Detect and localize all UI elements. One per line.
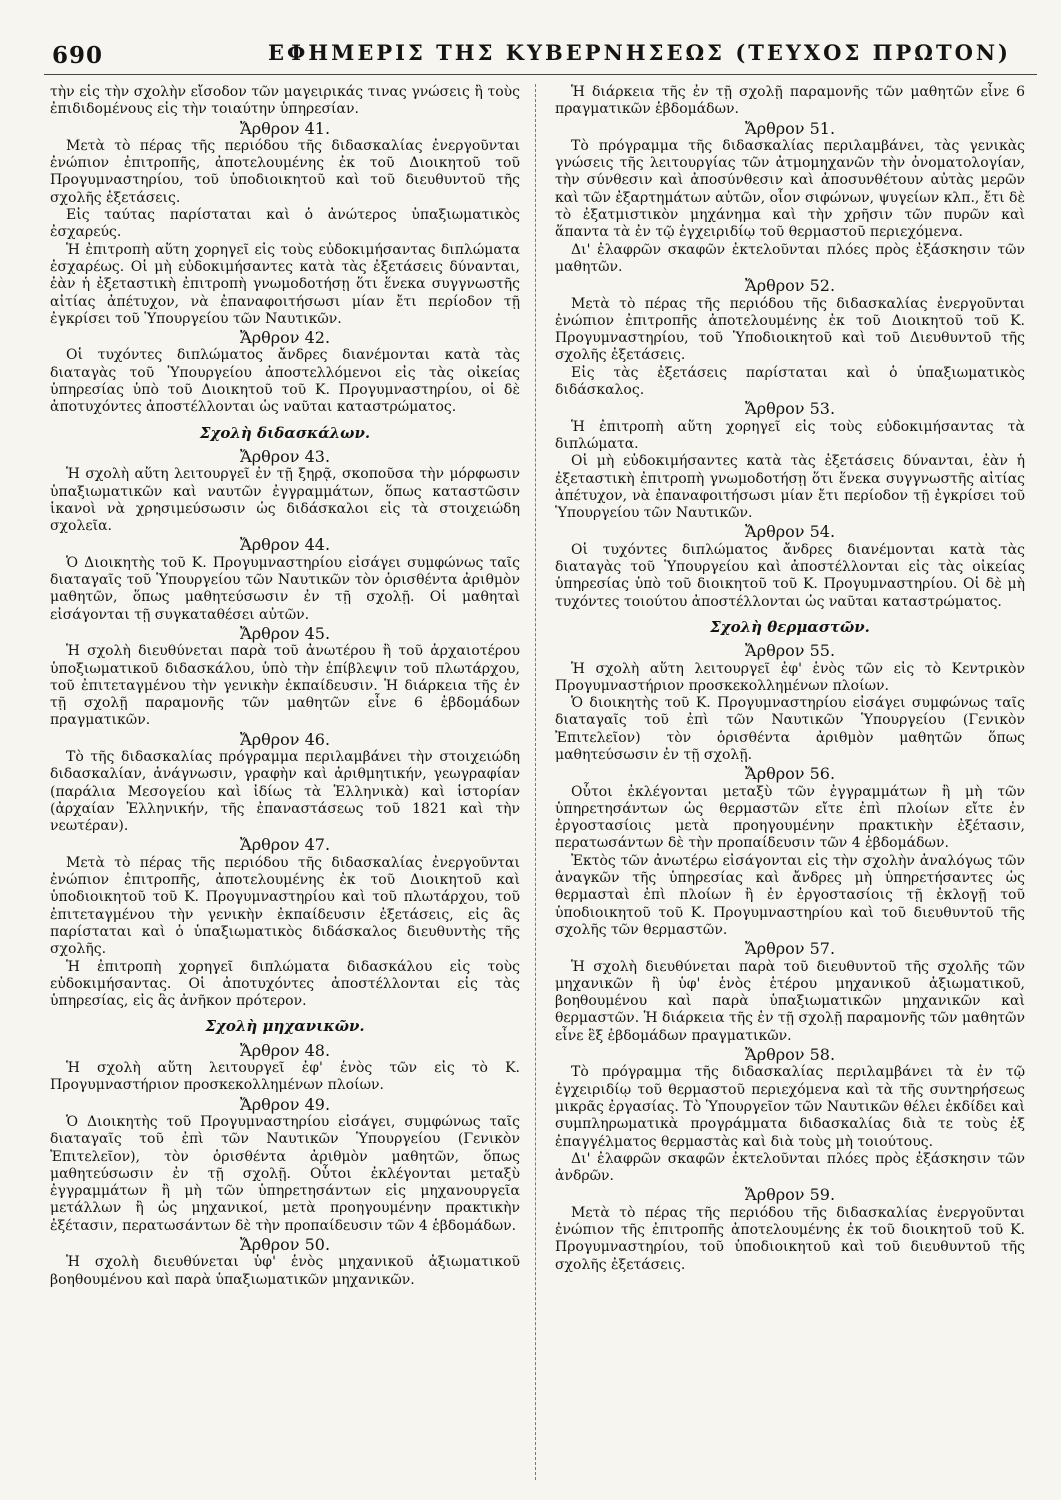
article-heading: Ἄρθρον 50. xyxy=(239,1235,331,1254)
paragraph: Ἡ σχολὴ διευθύνεται παρὰ τοῦ ἀνωτέρου ἢ τοῦ ἀρχαιοτέρου ὑποξιωματικοῦ διδασκάλου, ὑπὸ τὴν ἐπίβλεψιν τοῦ πλωτάρχου, τοῦ ἐπιτεταγμένου τὴν γενικὴν ἐκπαίδευσιν. Ἡ διάρκεια τῆς ἐν τῇ σχολῇ παραμονῆς τῶν μαθητῶν εἶνε 6 ἑβδομάδων πραγματικῶν. xyxy=(50,643,520,729)
paragraph: Ἡ ἐπιτροπὴ αὕτη χορηγεῖ εἰς τοὺς εὐδοκιμήσαντας διπλώματα ἐσχαρέως. Οἱ μὴ εὐδοκιμήσαντες κατὰ τὰς ἐξετάσεις δύνανται, ἐὰν ἡ ἐξεταστικὴ ἐπιτροπὴ γνωμοδοτήσῃ ὅτι ἕνεκα συγγνωστῆς αἰτίας ἀπέτυχον, νὰ ἐπαναφοιτήσωσι μίαν ἔτι περίοδον τῇ ἐγκρίσει τοῦ Ὑπουργείου τῶν Ναυτικῶν. xyxy=(50,241,520,327)
paragraph: Εἰς τὰς ἐξετάσεις παρίσταται καὶ ὁ ὑπαξιωματικὸς διδάσκαλος. xyxy=(555,364,1025,399)
article-heading: Ἄρθρον 57. xyxy=(744,939,836,959)
paragraph: Μετὰ τὸ πέρας τῆς περιόδου τῆς διδασκαλίας ἐνεργοῦνται ἐνώπιον τῆς ἐπιτροπῆς ἀποτελουμένης ἐκ τοῦ διοικητοῦ τοῦ Κ. Προγυμναστηρίου, τοῦ ὑποδιοικητοῦ καὶ τοῦ διευθυντοῦ τῆς σχολῆς ἐξετάσεις. xyxy=(555,1204,1025,1273)
article-heading: Ἄρθρον 52. xyxy=(744,276,836,296)
paragraph: Οὗτοι ἐκλέγονται μεταξὺ τῶν ἐγγραμμάτων ἢ μὴ τῶν ὑπηρετησάντων ὡς θερμαστῶν εἴτε ἐπὶ πλοίων εἴτε ἐν ἐργοστασίοις μετὰ προηγουμένην πρακτικὴν ἐξέτασιν, περατωσάντων δὲ τὴν προπαίδευσιν τῶν 4 ἑβδομάδων. xyxy=(555,783,1025,852)
paragraph: Εἰς ταύτας παρίσταται καὶ ὁ ἀνώτερος ὑπαξιωματικὸς ἐσχαρεύς. xyxy=(50,207,520,241)
paragraph: Δι' ἐλαφρῶν σκαφῶν ἐκτελοῦνται πλόες πρὸς ἐξάσκησιν τῶν ἀνδρῶν. xyxy=(555,1150,1025,1185)
article-heading: Ἄρθρον 44. xyxy=(239,535,331,555)
running-head: ΕΦΗΜΕΡΙΣ ΤΗΣ ΚΥΒΕΡΝΗΣΕΩΣ (ΤΕΥΧΟΣ ΠΡΩΤΟΝ) xyxy=(268,40,1011,65)
paragraph: Ὁ Διοικητὴς τοῦ Προγυμναστηρίου εἰσάγει, συμφώνως ταῖς διαταγαῖς τοῦ ἐπὶ τῶν Ναυτικῶν Ὑπουργείου (Γενικὸν Ἐπιτελεῖον), τὸν ὁρισθέντα ἀριθμὸν μαθητῶν, ὅπως μαθητεύσωσιν ἐν τῇ σχολῇ. Οὗτοι ἐκλέγονται μεταξὺ ἐγγραμμάτων ἢ μὴ τῶν ὑπηρετησάντων εἰς μηχανουργεῖα μετάλλων ἢ ὡς μηχανικοί, μετὰ προηγουμένην πρακτικὴν ἐξέτασιν, περατωσάντων δὲ τὴν προπαίδευσιν τῶν 4 ἑβδομάδων. xyxy=(50,1113,520,1234)
article-heading: Ἄρθρον 49. xyxy=(239,1094,331,1114)
section-heading: Σχολὴ μηχανικῶν. xyxy=(205,1017,365,1036)
header-rule xyxy=(44,74,1037,75)
article-heading: Ἄρθρον 43. xyxy=(239,446,331,466)
article-heading: Ἄρθρον 41. xyxy=(239,118,331,138)
page-number: 690 xyxy=(52,42,104,69)
article-heading: Ἄρθρον 42. xyxy=(239,328,331,348)
paragraph: Τὸ πρόγραμμα τῆς διδασκαλίας περιλαμβάνει τὰ ἐν τῷ ἐγχειριδίῳ τοῦ θερμαστοῦ περιεχόμενα καὶ τὰ τῆς συντηρήσεως μικρᾶς ἐργασίας. Τὸ Ὑπουργεῖον τῶν Ναυτικῶν θέλει ἐκδίδει καὶ συμπληρωματικὰ προγράμματα διδασκαλίας διὰ τε τοὺς ἐξ ἐπαγγέλματος θερμαστὰς καὶ διὰ τοὺς μὴ τοιούτους. xyxy=(555,1064,1025,1150)
paragraph: Ὁ Διοικητὴς τοῦ Κ. Προγυμναστηρίου εἰσάγει συμφώνως ταῖς διαταγαῖς τοῦ Ὑπουργείου τῶν Ναυτικῶν τὸν ὁρισθέντα ἀριθμὸν μαθητῶν, ὅπως μαθητεύσωσιν ἐν τῇ σχολῇ. Οἱ μαθηταὶ εἰσάγονται τῇ συγκαταθέσει αὐτῶν. xyxy=(50,554,520,623)
article-heading: Ἄρθρον 47. xyxy=(239,835,331,855)
paragraph: τὴν εἰς τὴν σχολὴν εἴσοδον τῶν μαγειρικάς τινας γνώσεις ἢ τοὺς ἐπιδιδομένους εἰς τὴν τοιαύτην ὑπηρεσίαν. xyxy=(50,84,520,118)
article-heading: Ἄρθρον 51. xyxy=(744,118,836,138)
paragraph: Ἡ σχολὴ αὕτη λειτουργεῖ ἐν τῇ ξηρᾷ, σκοποῦσα τὴν μόρφωσιν ὑπαξιωματικῶν καὶ ναυτῶν ἐγγραμμάτων, ὅπως καταστῶσιν ἱκανοὶ νὰ χρησιμεύσωσιν ὡς διδάσκαλοι εἰς τὰ στοιχειώδη σχολεῖα. xyxy=(50,466,520,535)
article-heading: Ἄρθρον 56. xyxy=(744,764,836,784)
article-heading: Ἄρθρον 48. xyxy=(239,1040,331,1060)
paragraph: Οἱ μὴ εὐδοκιμήσαντες κατὰ τὰς ἐξετάσεις δύνανται, ἐὰν ἡ ἐξεταστικὴ ἐπιτροπὴ γνωμοδοτήσῃ ὅτι ἕνεκα συγγνωστῆς αἰτίας ἀπέτυχον, νὰ ἐπαναφοιτήσωσι μίαν ἔτι περίοδον τῇ ἐγκρίσει τοῦ Ὑπουργείου τῶν Ναυτικῶν. xyxy=(555,453,1025,522)
paragraph: Ἡ διάρκεια τῆς ἐν τῇ σχολῇ παραμονῆς τῶν μαθητῶν εἶνε 6 πραγματικῶν ἑβδομάδων. xyxy=(555,84,1025,118)
paragraph: Ὁ διοικητὴς τοῦ Κ. Προγυμναστηρίου εἰσάγει συμφώνως ταῖς διαταγαῖς τοῦ ἐπὶ τῶν Ναυτικῶν Ὑπουργείου (Γενικὸν Ἐπιτελεῖον) τὸν ὁρισθέντα ἀριθμὸν μαθητῶν ὅπως μαθητεύσωσιν ἐν τῇ σχολῇ. xyxy=(555,695,1025,763)
paragraph: Οἱ τυχόντες διπλώματος ἄνδρες διανέμονται κατὰ τὰς διαταγὰς τοῦ Ὑπουργείου καὶ ἀποστέλλονται εἰς τὰς οἰκείας ὑπηρεσίας ὑπὸ τοῦ διοικητοῦ τοῦ Κ. Προγυμναστηρίου. Οἱ δὲ μὴ τυχόντες τοιούτου ἀποστέλλονται ὡς ναῦται καταστρώματος. xyxy=(555,541,1025,610)
article-heading: Ἄρθρον 54. xyxy=(744,522,836,542)
paragraph: Μετὰ τὸ πέρας τῆς περιόδου τῆς διδασκαλίας ἐνεργοῦνται ἐνώπιον ἐπιτροπῆς, ἀποτελουμένης ἐκ τοῦ Διοικητοῦ τοῦ Προγυμναστηρίου, τοῦ ὑποδιοικητοῦ καὶ τοῦ διευθυντοῦ τῆς σχολῆς ἐξετάσεις. xyxy=(50,137,520,206)
column-divider xyxy=(535,84,536,1480)
paragraph: Μετὰ τὸ πέρας τῆς περιόδου τῆς διδασκαλίας ἐνεργοῦνται ἐνώπιον ἐπιτροπῆς, ἀποτελουμένης ἐκ τοῦ Διοικητοῦ καὶ ὑποδιοικητοῦ τοῦ Κ. Προγυμναστηρίου καὶ τοῦ πλωτάρχου, τοῦ ἐπιτεταγμένου τὴν γενικὴν ἐκπαίδευσιν ἐξετάσεις, εἰς ἃς παρίσταται καὶ ὁ ὑπαξιωματικὸς διδάσκαλος διευθυντὴς τῆς σχολῆς. xyxy=(50,854,520,958)
paragraph: Τὸ τῆς διδασκαλίας πρόγραμμα περιλαμβάνει τὴν στοιχειώδη διδασκαλίαν, ἀνάγνωσιν, γραφὴν καὶ ἀριθμητικήν, γεωγραφίαν (παράλια Μεσογείου καὶ ἰδίως τὰ Ἑλληνικὰ) καὶ ἱστορίαν (ἀρχαίαν Ἑλληνικήν, τῆς ἐπαναστάσεως τοῦ 1821 καὶ τὴν νεωτέραν). xyxy=(50,748,520,835)
paragraph: Ἐκτὸς τῶν ἀνωτέρω εἰσάγονται εἰς τὴν σχολὴν ἀναλόγως τῶν ἀναγκῶν τῆς ὑπηρεσίας καὶ ἄνδρες μὴ ὑπηρετήσαντες ὡς θερμασταὶ ἐπὶ πλοίων ἢ ἐν ἐργοστασίοις τῇ ἐκλογῇ τοῦ ὑποδιοικητοῦ τοῦ Κ. Προγυμναστηρίου καὶ τοῦ διευθυντοῦ τῆς σχολῆς τῶν θερμαστῶν. xyxy=(555,852,1025,938)
paragraph: Ἡ ἐπιτροπὴ χορηγεῖ διπλώματα διδασκάλου εἰς τοὺς εὐδοκιμήσαντας. Οἱ ἀποτυχόντες ἀποστέλλονται εἰς τὰς ὑπηρεσίας, εἰς ἃς ἀνῆκον πρότερον. xyxy=(50,958,520,1010)
article-heading: Ἄρθρον 45. xyxy=(239,623,331,643)
article-heading: Ἄρθρον 59. xyxy=(744,1185,836,1205)
paragraph: Μετὰ τὸ πέρας τῆς περιόδου τῆς διδασκαλίας ἐνεργοῦνται ἐνώπιον ἐπιτροπῆς ἀποτελουμένης ἐκ τοῦ Διοικητοῦ τοῦ Κ. Προγυμναστηρίου, τοῦ Ὑποδιοικητοῦ καὶ τοῦ Διευθυντοῦ τῆς σχολῆς ἐξετάσεις. xyxy=(555,295,1025,364)
article-heading: Ἄρθρον 46. xyxy=(239,729,331,749)
article-heading: Ἄρθρον 55. xyxy=(744,641,836,661)
paragraph: Ἡ σχολὴ αὕτη λειτουργεῖ ἐφ' ἑνὸς τῶν εἰς τὸ Κ. Προγυμναστήριον προσκεκολλημένων πλοίων. xyxy=(50,1060,520,1094)
paragraph: Ἡ σχολὴ διευθύνεται παρὰ τοῦ διευθυντοῦ τῆς σχολῆς τῶν μηχανικῶν ἢ ὑφ' ἑνὸς ἑτέρου μηχανικοῦ ἀξιωματικοῦ, βοηθουμένου καὶ παρὰ ὑπαξιωματικῶν μηχανικῶν καὶ θερμαστῶν. Ἡ διάρκεια τῆς ἐν τῇ σχολῇ παραμονῆς τῶν μαθητῶν εἶνε ἓξ ἑβδομάδων πραγματικῶν. xyxy=(555,958,1025,1044)
paragraph: Δι' ἐλαφρῶν σκαφῶν ἐκτελοῦνται πλόες πρὸς ἐξάσκησιν τῶν μαθητῶν. xyxy=(555,241,1025,275)
section-heading: Σχολὴ διδασκάλων. xyxy=(199,423,371,442)
left-column xyxy=(50,84,520,1289)
right-column xyxy=(555,84,1025,1274)
paragraph: Ἡ ἐπιτροπὴ αὕτη χορηγεῖ εἰς τοὺς εὐδοκιμήσαντας τὰ διπλώματα. xyxy=(555,418,1025,452)
paragraph: Οἱ τυχόντες διπλώματος ἄνδρες διανέμονται κατὰ τὰς διαταγὰς τοῦ Ὑπουργείου ἀποστελλόμενοι εἰς τὰς οἰκείας ὑπηρεσίας ὑπὸ τοῦ Διοικητοῦ τοῦ Κ. Προγυμναστηρίου, οἱ δὲ ἀποτυχόντες ἀποστέλλονται ὡς ναῦται καταστρώματος. xyxy=(50,347,520,416)
paragraph: Ἡ σχολὴ αὕτη λειτουργεῖ ἐφ' ἑνὸς τῶν εἰς τὸ Κεντρικὸν Προγυμναστήριον προσκεκολλημένων πλοίων. xyxy=(555,660,1025,694)
section-heading: Σχολὴ θερμαστῶν. xyxy=(710,617,870,636)
article-heading: Ἄρθρον 53. xyxy=(744,399,836,419)
paragraph: Τὸ πρόγραμμα τῆς διδασκαλίας περιλαμβάνει, τὰς γενικὰς γνώσεις τῆς λειτουργίας τῶν ἀτμομηχανῶν τὴν ὀνοματολογίαν, τὴν σύνθεσιν καὶ ἀποσύνθεσιν καὶ ἀποσυνθέτουν αὐτὰς μερῶν καὶ τῶν ἐξαρτημάτων αὐτῶν, οἷον σιφώνων, ψυγείων κλπ., ἔτι δὲ τὸ ἐξατμιστικὸν μηχάνημα καὶ τὴν χρῆσιν τῶν πυρῶν καὶ ἅπαντα τὰ ἐν τῷ ἐγχειριδίῳ τοῦ θερμαστοῦ περιεχόμενα. xyxy=(555,137,1025,241)
article-heading: Ἄρθρον 58. xyxy=(744,1045,836,1065)
paragraph: Ἡ σχολὴ διευθύνεται ὑφ' ἑνὸς μηχανικοῦ ἀξιωματικοῦ βοηθουμένου καὶ παρὰ ὑπαξιωματικῶν μηχανικῶν. xyxy=(50,1254,520,1288)
